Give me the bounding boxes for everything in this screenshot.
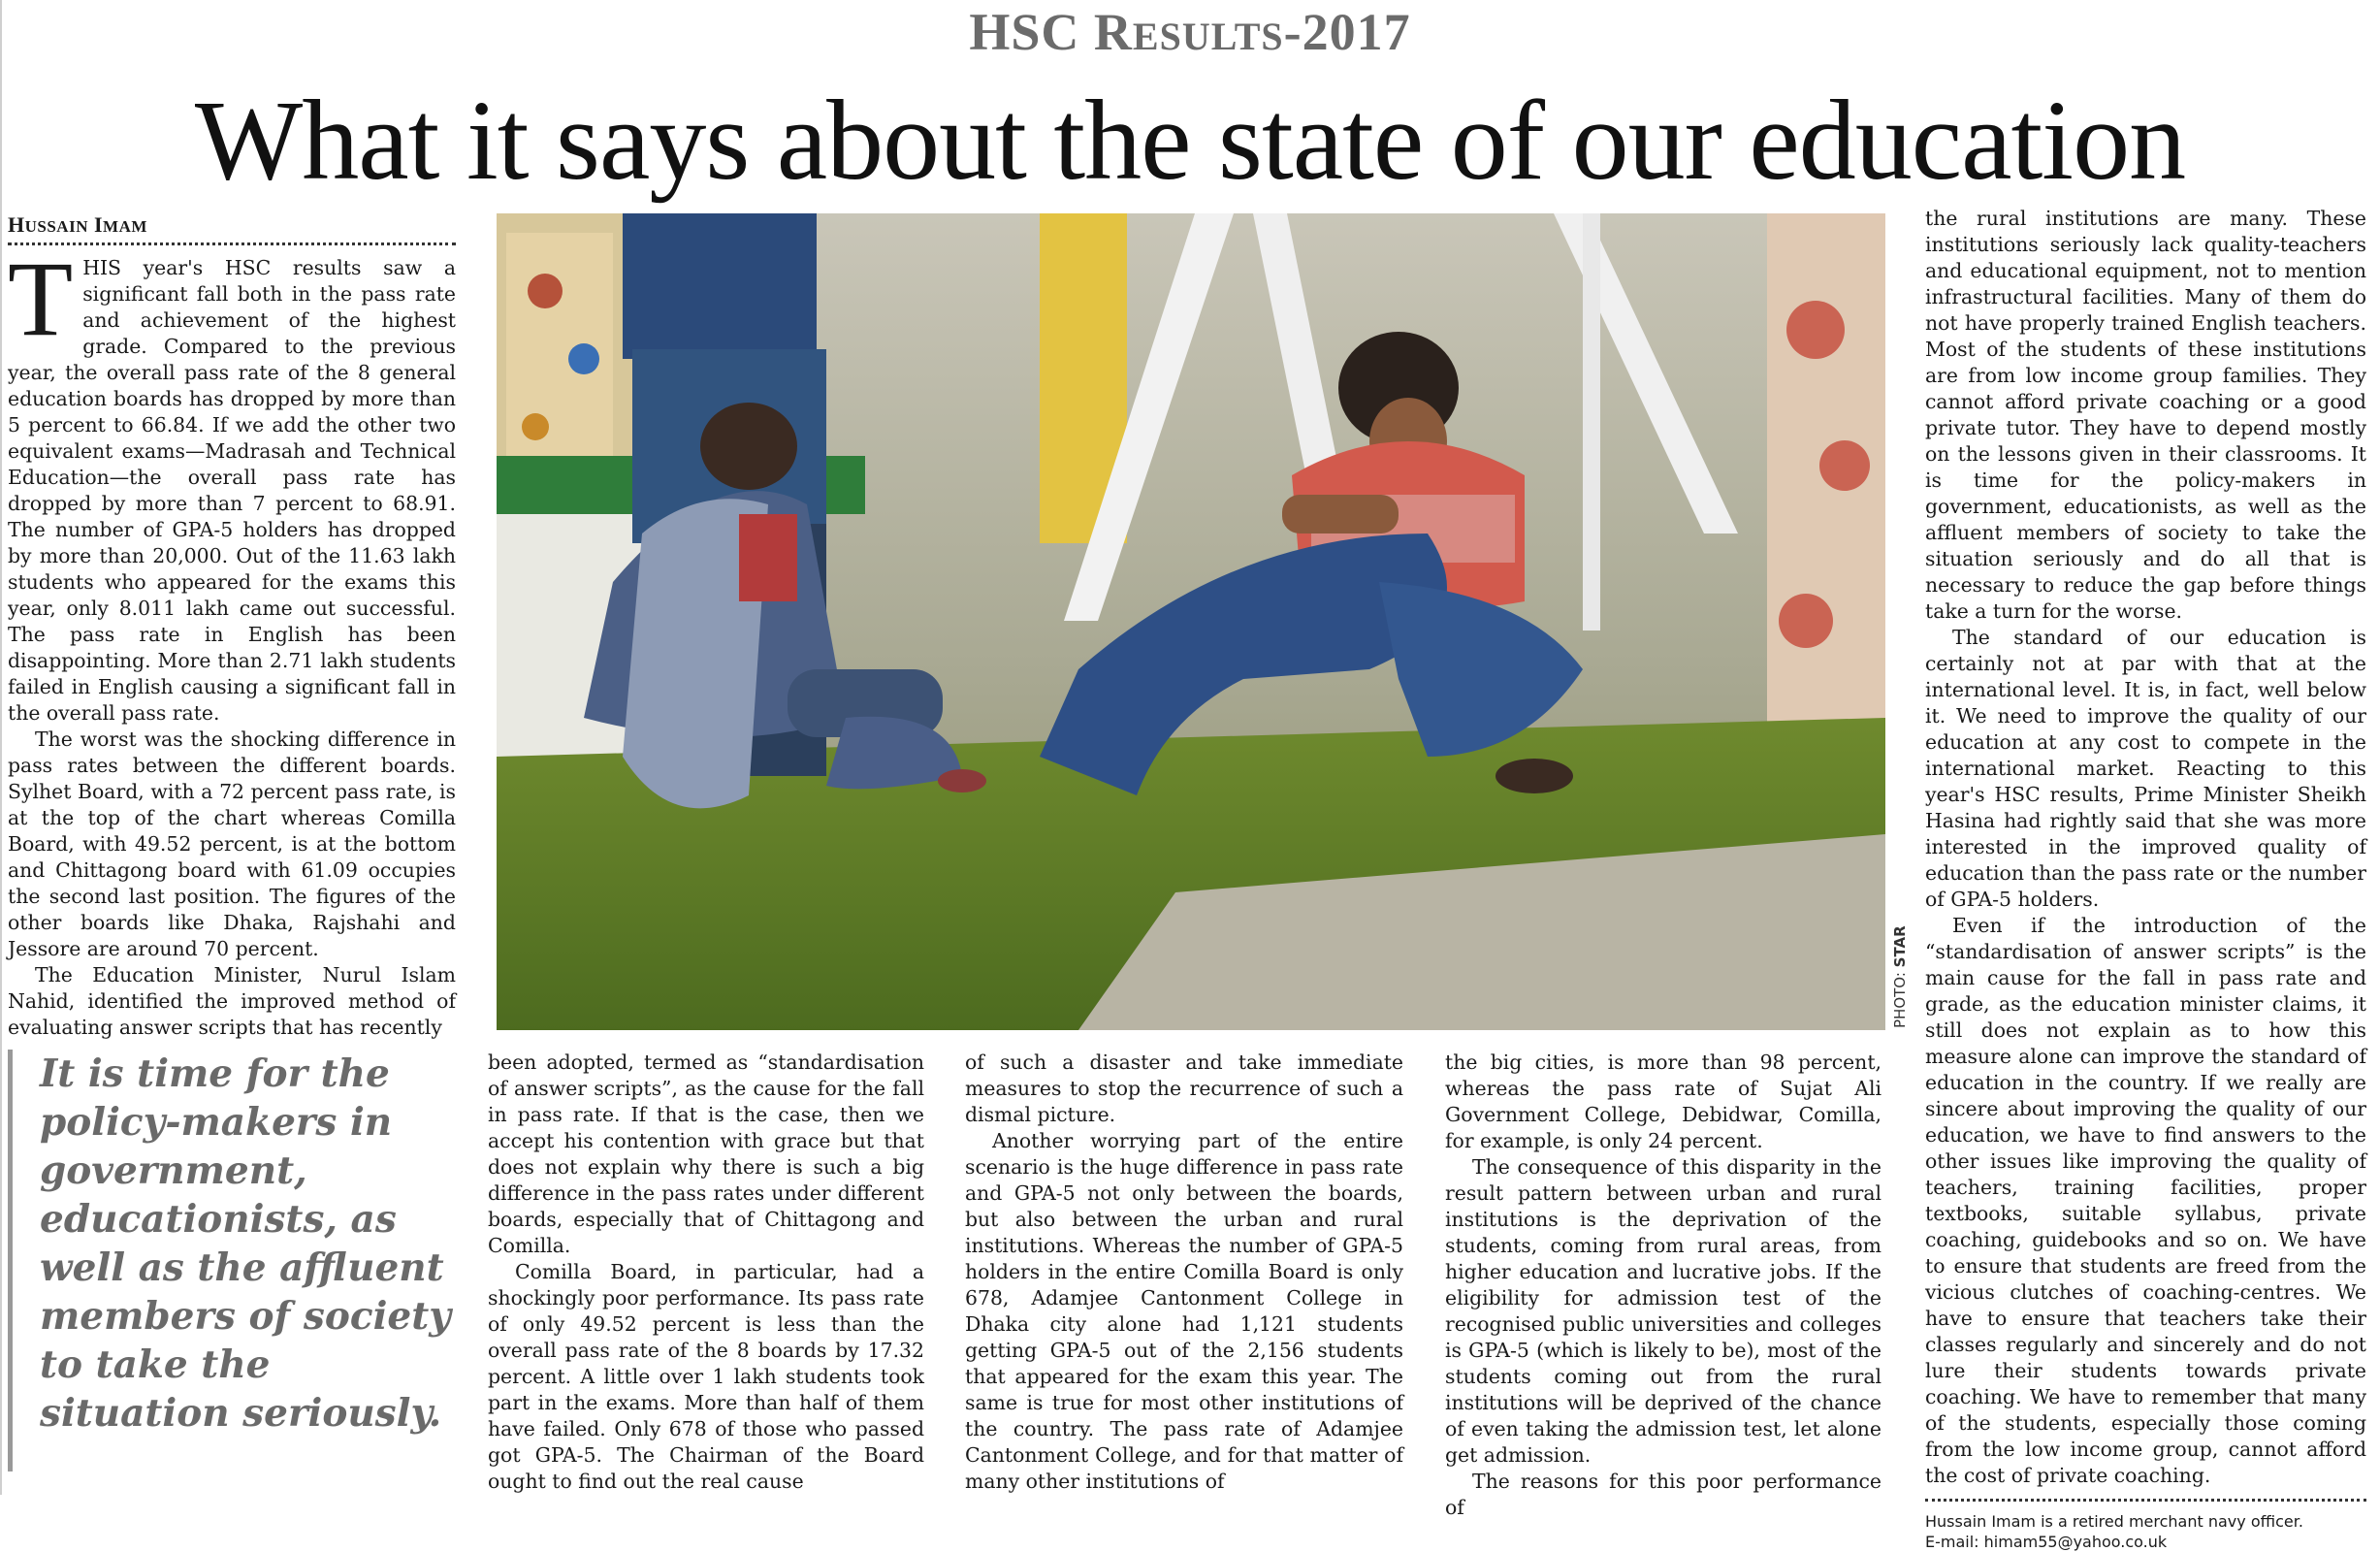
author-email: E-mail: himam55@yahoo.co.uk [1925, 1533, 2168, 1551]
article-photo [497, 213, 1885, 1030]
paragraph: THIS year's HSC results saw a significant fall both in the pass rate and achievement of the highest grade. Compared to the previous year, the overall pass rate of the 8 general education boards has dropped by more than 5 percent to 66.84. If we add the other two equivalent exams—Madrasah and Technical Education—the overall pass rate has dropped by more than 7 percent to 68.91. The number of GPA-5 holders has dropped by more than 20,000. Out of the 11.63 lakh students who appeared for the exams this year, only 8.011 lakh came out successful. The pass rate in English has been disappointing. More than 2.71 lakh students failed in English causing a significant fall in the overall pass rate. [8, 240, 456, 725]
paragraph: The worst was the shocking difference in pass rates between the different boards. Sylhet Board, with a 72 percent pass rate, is at the top of the chart whereas Comilla Board, with 49.52 percent, is at the bottom and Chittagong board with 61.09 occupies the second last position. The figures of the other boards like Dhaka, Rajshahi and Jessore are around 70 percent. [8, 728, 456, 960]
paragraph: Comilla Board, in particular, had a shockingly poor performance. Its pass rate of only 49.52 percent is less than the overall pass rate of the 8 boards by 17.32 percent. A little over 1 lakh students took part in the exams. More than half of them have failed. Only 678 of those who passed got GPA-5. The Chairman of the Board ought to find out the real cause [488, 1260, 924, 1493]
article-column-5 [1925, 206, 2366, 1552]
students-photo-illustration [497, 213, 1885, 1030]
author-bio-text: Hussain Imam is a retired merchant navy officer. [1925, 1512, 2303, 1531]
paragraph: of such a disaster and take immediate measures to stop the recurrence of such a dismal picture. [965, 1051, 1403, 1126]
article-column-3 [965, 1050, 1403, 1495]
byline: HUSSAIN IMAM [8, 211, 456, 245]
author-bio [1925, 1499, 2366, 1552]
photo-credit: PHOTO: STAR [1891, 925, 1909, 1028]
drop-cap: T [8, 240, 74, 358]
paragraph: The consequence of this disparity in the result pattern between urban and rural institutions is the deprivation of the students, coming from rural areas, from higher education and lucrative jobs. If the eligibility for admission test of the recognised public universities and colleges is GPA-5 (which is likely to be), most of the students coming out from the rural institutions will be deprived of the chance of even taking the admission test, let alone get admission. [1445, 1155, 1881, 1467]
paragraph: the rural institutions are many. These institutions seriously lack quality-teachers and educational equipment, not to mention infrastructural facilities. Many of them do not have properly trained English teachers. Most of the students of these institutions are from low income group families. They cannot afford private coaching or a good private tutor. They have to depend mostly on the lessons given in their classrooms. It is time for the policy-makers in government, educationists, as well as the affluent members of society to take the situation seriously and do all that is necessary to reduce the gap before things take a turn for the worse. [1925, 207, 2366, 623]
paragraph: the big cities, is more than 98 percent, whereas the pass rate of Sujat Ali Government College, Debidwar, Comilla, for example, is only 24 percent. [1445, 1051, 1881, 1152]
paragraph: The reasons for this poor performance of [1445, 1470, 1881, 1519]
headline: What it says about the state of our education [194, 77, 2186, 204]
article-column-4 [1445, 1050, 1881, 1521]
section-kicker: HSC RESULTS-2017 [969, 3, 1411, 61]
paragraph: Another worrying part of the entire scenario is the huge difference in pass rate and GPA-5 not only between the boards, but also between the urban and rural institutions. Whereas the number of GPA-5 holders in the entire Comilla Board is only 678, Adamjee Cantonment College in Dhaka city alone had 1,121 students getting GPA-5 out of the 2,156 students that appeared for the exam this year. The same is true for most other institutions of the country. The pass rate of Adamjee Cantonment College, and for that matter of many other institutions of [965, 1129, 1403, 1493]
pull-quote [8, 1050, 459, 1471]
article-column-2 [488, 1050, 924, 1495]
paragraph: been adopted, termed as “standardisation of answer scripts”, as the cause for the fall in pass rate. If that is the case, then we accept his contention with grace but that does not explain why there is such a big difference in the pass rates under different boards, especially that of Chittagong and Comilla. [488, 1051, 924, 1257]
paragraph: Even if the introduction of the “standardisation of answer scripts” is the main cause for the fall in pass rate and grade, as the education minister claims, it still does not explain as to how this measure alone can improve the standard of education in the country. If we really are sincere about improving the quality of our education, we have to find answers to the other issues like improving the quality of teachers, training facilities, proper textbooks, suitable syllabus, private coaching, guidebooks and so on. We have to ensure that students are freed from the vicious clutches of coaching-centres. We have to ensure that teachers take their classes regularly and sincerely and do not lure their students towards private coaching. We have to remember that many of the students, especially those coming from the low income group, cannot afford the cost of private coaching. [1925, 914, 2366, 1487]
article-column-1 [8, 211, 456, 1041]
paragraph: The standard of our education is certainly not at par with that at the international level. It is, in fact, well below it. We need to improve the quality of our education at any cost to compete in the international market. Reacting to this year's HSC results, Prime Minister Sheikh Hasina had rightly said that she was more interested in the improved quality of education than the pass rate or the number of GPA-5 holders. [1925, 626, 2366, 911]
pull-quote-text: It is time for the policy-makers in government, educationists, as well as the affluent members of society to take the situation seriously. [40, 1051, 451, 1436]
paragraph: The Education Minister, Nurul Islam Nahid, identified the improved method of evaluating answer scripts that has recently [8, 963, 456, 1039]
page-edge-rule [0, 0, 2, 1495]
